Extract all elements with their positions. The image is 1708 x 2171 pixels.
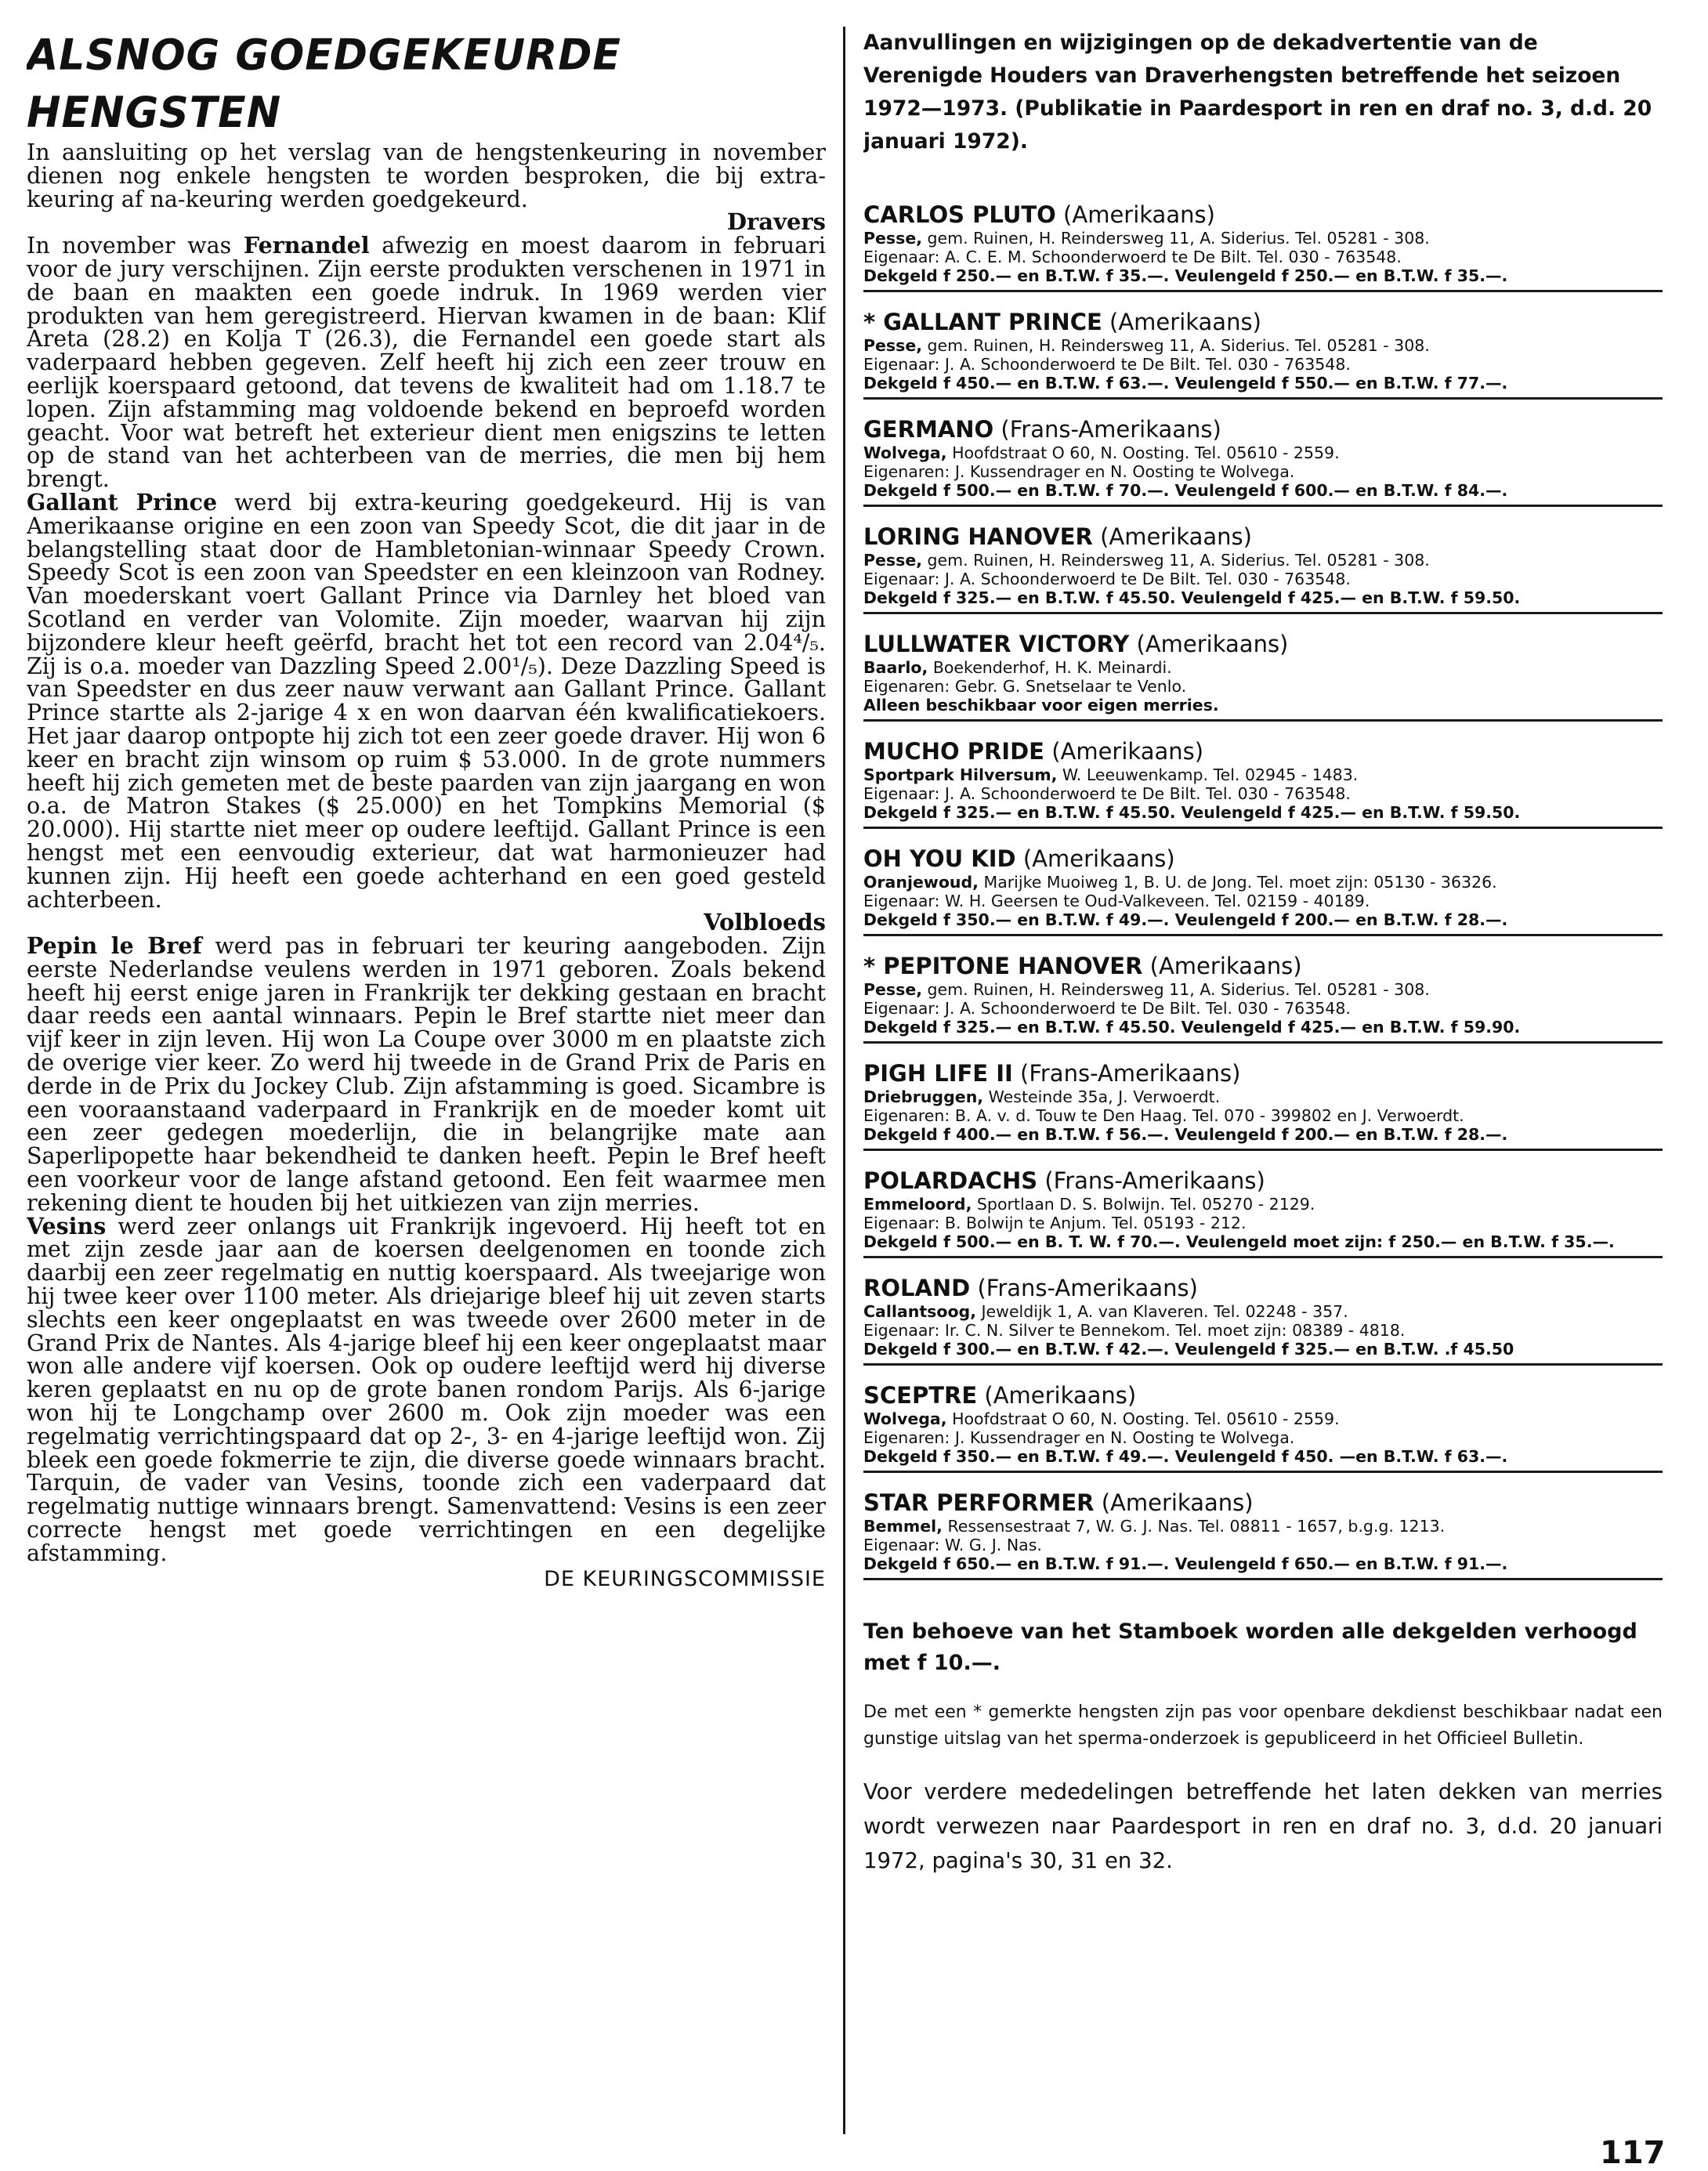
stallion-fees: Dekgeld f 350.— en B.T.W. f 49.—. Veulengeld f 450. —en B.T.W. f 63.—. <box>863 1447 1508 1466</box>
stallion-fees: Dekgeld f 500.— en B.T.W. f 70.—. Veulengeld f 600.— en B.T.W. f 84.—. <box>863 481 1508 500</box>
stallion-fees: Dekgeld f 500.— en B. T. W. f 70.—. Veulengeld moet zijn: f 250.— en B.T.W. f 35.—. <box>863 1232 1615 1251</box>
stallion-name: PIGH LIFE II <box>863 1060 1013 1087</box>
stallion-address: gem. Ruinen, H. Reindersweg 11, A. Siderius. Tel. 05281 - 308. <box>922 551 1430 570</box>
stallion-address: W. Leeuwenkamp. Tel. 02945 - 1483. <box>1057 765 1359 784</box>
stallion-origin: (Amerikaans) <box>1022 845 1175 872</box>
stallion-fees: Dekgeld f 325.— en B.T.W. f 45.50. Veulengeld f 425.— en B.T.W. f 59.50. <box>863 803 1521 822</box>
entry-divider <box>863 397 1663 400</box>
stallion-owner: Eigenaren: Gebr. G. Snetselaar te Venlo. <box>863 677 1187 696</box>
stallion-name: LULLWATER VICTORY <box>863 631 1130 657</box>
article-intro: In aansluiting op het verslag van de hengstenkeuring in november dienen nog enkele hengsten te worden besproken, die bij extra-keuring af na-keuring werden goedgekeurd. <box>27 139 826 212</box>
stallion-place: Pesse, <box>863 229 923 248</box>
stallion-place: Driebruggen, <box>863 1087 984 1106</box>
entry-divider <box>863 612 1663 614</box>
entry-divider <box>863 1578 1663 1580</box>
stallion-location <box>863 1087 1663 1106</box>
stallion-entry <box>863 1167 1663 1258</box>
stallion-name: ROLAND <box>863 1275 971 1301</box>
stallion-location <box>863 229 1663 248</box>
stallion-address: Hoofdstraat O 60, N. Oosting. Tel. 05610 - 2559. <box>946 1409 1340 1428</box>
stallion-heading <box>863 630 1663 658</box>
stallion-fees: Dekgeld f 400.— en B.T.W. f 56.—. Veulengeld f 200.— en B.T.W. f 28.—. <box>863 1125 1508 1144</box>
stallion-heading <box>863 1489 1663 1517</box>
stallion-location <box>863 443 1663 462</box>
article-body <box>27 141 826 1565</box>
stallion-location <box>863 1409 1663 1428</box>
stallion-address: gem. Ruinen, H. Reindersweg 11, A. Siderius. Tel. 05281 - 308. <box>922 336 1430 355</box>
horse-name-gallant-prince: Gallant Prince <box>27 488 218 516</box>
stallion-entry <box>863 737 1663 829</box>
stallion-entry <box>863 1059 1663 1151</box>
stallion-entry <box>863 201 1663 292</box>
stallion-heading <box>863 308 1663 336</box>
page-number: 117 <box>1600 2135 1666 2171</box>
stallion-entry <box>863 1274 1663 1366</box>
stallion-location <box>863 980 1663 999</box>
stallion-fees: Dekgeld f 350.— en B.T.W. f 49.—. Veulengeld f 200.— en B.T.W. f 28.—. <box>863 910 1508 929</box>
stallion-address: Sportlaan D. S. Bolwijn. Tel. 05270 - 2129. <box>972 1195 1315 1214</box>
paragraph-vesins: Vesins werd zeer onlangs uit Frankrijk ingevoerd. Hij heeft tot en met zijn zesde jaar aan de koersen deelgenomen en toonde zich daarbij een zeer regelmatig en nuttig koerspaard. Als tweejarige won hij twee keer over 1100 meter. Als driejarige bleef hij uit zeven starts slechts een keer ongeplaatst en was tweede over 2600 meter in de Grand Prix de Nantes. Als 4-jarige bleef hij een keer ongeplaatst maar won alle andere vijf koersen. Ook op oudere leeftijd werd hij diverse keren geplaatst en nu op de grote banen rondom Parijs. Als 6-jarige won hij te Longchamp over 2600 m. Ook zijn moeder was een regelmatig verrichtingspaard dat op 2-, 3- en 4-jarige leeftijd won. Zij bleek een goede fokmerrie te zijn, die diverse goede winnaars bracht. Tarquin, de vader van Vesins, toonde zich een vaderpaard dat regelmatig nuttige winnaars brengt. Samenvattend: Vesins is een zeer correcte hengst met goede verrichtingen en een degelijke afstamming. <box>27 1212 826 1566</box>
entry-divider <box>863 1041 1663 1044</box>
stallion-origin: (Amerikaans) <box>1100 523 1252 550</box>
stallion-owner: Eigenaar: Ir. C. N. Silver te Bennekom. Tel. moet zijn: 08389 - 4818. <box>863 1321 1406 1340</box>
stallion-location <box>863 765 1663 784</box>
stallion-entry <box>863 415 1663 507</box>
paragraph-fernandel: In november was Fernandel afwezig en moest daarom in februari voor de jury verschijnen. Zijn eerste produkten verschenen in 1971 in de baan en maakten een goede indruk. In 1969 werden vier produkten van hem geregistreerd. Hiervan kwamen in de baan: Klif Areta (28.2) en Kolja T (26.3), die Fernandel een goede start als vaderpaard hebben gegeven. Zelf heeft hij zich een zeer trouw en eerlijk koerspaard getoond, dat tevens de kwaliteit had om 1.18.7 te lopen. Zijn afstamming mag voldoende bekend en beproefd worden geacht. Voor wat betreft het exterieur dient men enigszins te letten op de stand van het achterbeen van de merries, die men bij hem brengt. <box>27 232 826 493</box>
stallion-entry <box>863 952 1663 1044</box>
stallion-owner: Eigenaren: J. Kussendrager en N. Oosting te Wolvega. <box>863 1428 1295 1447</box>
horse-name-pepin-le-bref: Pepin le Bref <box>27 932 202 960</box>
stallion-name: GERMANO <box>863 416 994 443</box>
article-column <box>27 27 826 2134</box>
stallion-owner: Eigenaren: B. A. v. d. Touw te Den Haag. Tel. 070 - 399802 en J. Verwoerdt. <box>863 1106 1464 1125</box>
stallion-location <box>863 873 1663 892</box>
stallion-entry <box>863 1489 1663 1580</box>
stallion-owner: Eigenaar: W. G. J. Nas. <box>863 1536 1042 1554</box>
stallion-name: MUCHO PRIDE <box>863 738 1044 765</box>
stallion-heading <box>863 845 1663 873</box>
entry-divider <box>863 290 1663 292</box>
stallion-origin: (Frans-Amerikaans) <box>1001 416 1221 443</box>
column-divider <box>843 27 845 2134</box>
stallion-address: gem. Ruinen, H. Reindersweg 11, A. Siderius. Tel. 05281 - 308. <box>922 980 1430 999</box>
entry-divider <box>863 934 1663 936</box>
stallion-heading <box>863 1274 1663 1302</box>
stallion-origin: (Amerikaans) <box>1051 738 1204 765</box>
entry-divider <box>863 1363 1663 1366</box>
stallion-heading <box>863 952 1663 980</box>
closing-reference: Voor verdere mededelingen betreffende het laten dekken van merries wordt verwezen naar Paardesport in ren en draf no. 3, d.d. 20 januari 1972, pagina's 30, 31 en 32. <box>863 1779 1663 1873</box>
stallion-name: CARLOS PLUTO <box>863 201 1056 228</box>
stallion-place: Bemmel, <box>863 1517 943 1536</box>
stallion-place: Callantsoog, <box>863 1302 976 1321</box>
stallion-entry <box>863 630 1663 722</box>
stallion-origin: (Amerikaans) <box>1109 309 1261 335</box>
stallion-place: Emmeloord, <box>863 1195 972 1214</box>
stallion-fees: Dekgeld f 300.— en B.T.W. f 42.—. Veulengeld f 325.— en B.T.W. .f 45.50 <box>863 1340 1514 1359</box>
stallion-place: Pesse, <box>863 336 923 355</box>
stallion-location <box>863 551 1663 570</box>
horse-name-fernandel: Fernandel <box>243 232 370 259</box>
stallion-entry <box>863 523 1663 614</box>
stallion-name: STAR PERFORMER <box>863 1489 1095 1516</box>
stallion-heading <box>863 1167 1663 1195</box>
entry-divider <box>863 1149 1663 1151</box>
stallion-origin: (Amerikaans) <box>1149 953 1302 979</box>
stallion-fees: Dekgeld f 250.— en B.T.W. f 35.—. Veulengeld f 250.— en B.T.W. f 35.—. <box>863 266 1508 285</box>
stallion-name: * PEPITONE HANOVER <box>863 953 1143 979</box>
stallion-name: SCEPTRE <box>863 1382 978 1409</box>
stallion-name: OH YOU KID <box>863 845 1016 872</box>
stallion-fees: Alleen beschikbaar voor eigen merries. <box>863 696 1219 715</box>
stallion-place: Wolvega, <box>863 1409 947 1428</box>
paragraph-gallant-prince: Gallant Prince werd bij extra-keuring goedgekeurd. Hij is van Amerikaanse origine en een zoon van Speedy Scot, die dit jaar in de belangstelling staat door de Hambletonian-winnaar Speedy Crown. Speedy Scot is een zoon van Speedster en een kleinzoon van Rodney. Van moederskant voert Gallant Prince via Darnley het bloed van Scotland en verder van Volomite. Zijn moeder, waarvan hij zijn bijzondere kleur heeft geërfd, bracht het tot een record van 2.04⁴/₅. Zij is o.a. moeder van Dazzling Speed 2.00¹/₅). Deze Dazzling Speed is van Speedster en dus zeer nauw verwant aan Gallant Prince. Gallant Prince startte als 2-jarige 4 x en won daarvan één kwalificatiekoers. Het jaar daarop ontpopte hij zich tot een zeer goede draver. Hij won 6 keer en bracht zijn winsom op ruim $ 53.000. In de grote nummers heeft hij zich gemeten met de beste paarden van zijn jaargang en won o.a. de Matron Stakes ($ 25.000) en het Tompkins Memorial ($ 20.000). Hij startte niet meer op oudere leeftijd. Gallant Prince is een hengst met een eenvoudig exterieur, dat wat harmonieuzer had kunnen zijn. Hij heeft een goede achterhand en een goed gesteld achterbeen. <box>27 488 826 913</box>
stallion-heading <box>863 523 1663 551</box>
stallion-owner: Eigenaren: J. Kussendrager en N. Oosting te Wolvega. <box>863 462 1295 481</box>
stallion-heading <box>863 415 1663 443</box>
stallion-place: Pesse, <box>863 551 923 570</box>
stallion-address: Marijke Muoiweg 1, B. U. de Jong. Tel. moet zijn: 05130 - 36326. <box>978 873 1497 892</box>
stallion-location <box>863 336 1663 355</box>
stallion-list-column <box>863 27 1663 2134</box>
stallion-place: Sportpark Hilversum, <box>863 765 1058 784</box>
entry-divider <box>863 505 1663 507</box>
paragraph-pepin-le-bref: Pepin le Bref werd pas in februari ter keuring aangeboden. Zijn eerste Nederlandse veulens werden in 1971 geboren. Zoals bekend heeft hij eerst enige jaren in Frankrijk ter dekking gestaan en bracht daar reeds een aantal winnaars. Pepin le Bref startte niet meer dan vijf keer in zijn leven. Hij won La Coupe over 3000 m en plaatste zich de overige vier keer. Zo werd hij tweede in de Grand Prix de Paris en derde in de Prix du Jockey Club. Zijn afstamming is goed. Sicambre is een vooraanstaand vaderpaard in Frankrijk en de moeder komt uit een zeer gedegen moederlijn, die in belangrijke mate aan Saperlipopette haar bekendheid te danken heeft. Pepin le Bref heeft een voorkeur voor de lange afstand getoond. Een feit waarmee men rekening dient te houden bij het uitkiezen van zijn merries. <box>27 932 826 1216</box>
stallion-address: Jeweldijk 1, A. van Klaveren. Tel. 02248 - 357. <box>976 1302 1348 1321</box>
stallion-entry <box>863 308 1663 400</box>
stallion-address: Boekenderhof, H. K. Meinardi. <box>928 658 1172 677</box>
asterisk-footnote: De met een * gemerkte hengsten zijn pas voor openbare dekdienst beschikbaar nadat een gunstige uitslag van het sperma-onderzoek is gepubliceerd in het Officieel Bulletin. <box>863 1702 1663 1749</box>
stallion-place: Wolvega, <box>863 443 947 462</box>
stallion-fees: Dekgeld f 450.— en B.T.W. f 63.—. Veulengeld f 550.— en B.T.W. f 77.—. <box>863 374 1508 393</box>
article-signature: DE KEURINGSCOMMISSIE <box>544 1566 826 1591</box>
stallion-fees: Dekgeld f 325.— en B.T.W. f 45.50. Veulengeld f 425.— en B.T.W. f 59.50. <box>863 588 1521 607</box>
entry-divider <box>863 827 1663 829</box>
list-intro: Aanvullingen en wijzigingen op de dekadvertentie van de Verenigde Houders van Draverhengsten betreffende het seizoen 1972—1973. (Publikatie in Paardesport in ren en draf no. 3, d.d. 20 januari 1972). <box>863 31 1652 154</box>
stallion-place: Baarlo, <box>863 658 928 677</box>
stallion-location <box>863 658 1663 677</box>
stallion-owner: Eigenaar: J. A. Schoonderwoerd te De Bilt. Tel. 030 - 763548. <box>863 784 1351 803</box>
stallion-place: Pesse, <box>863 980 923 999</box>
stallion-heading <box>863 737 1663 765</box>
stallion-heading <box>863 1059 1663 1087</box>
stallion-owner: Eigenaar: A. C. E. M. Schoonderwoerd te De Bilt. Tel. 030 - 763548. <box>863 248 1402 266</box>
stallion-fees: Dekgeld f 325.— en B.T.W. f 45.50. Veulengeld f 425.— en B.T.W. f 59.90. <box>863 1018 1521 1037</box>
stallion-entry <box>863 845 1663 936</box>
stallion-owner: Eigenaar: W. H. Geersen te Oud-Valkeveen. Tel. 02159 - 40189. <box>863 892 1370 910</box>
stallion-name: POLARDACHS <box>863 1167 1038 1194</box>
stallion-origin: (Amerikaans) <box>1063 201 1215 228</box>
stallion-name: LORING HANOVER <box>863 523 1093 550</box>
stallion-address: Westeinde 35a, J. Verwoerdt. <box>983 1087 1221 1106</box>
stallion-heading <box>863 1381 1663 1409</box>
section-label-volbloeds: Volbloeds <box>704 909 826 936</box>
article-headline: ALSNOG GOEDGEKEURDE HENGSTEN <box>27 31 621 138</box>
stallion-origin: (Frans-Amerikaans) <box>1020 1060 1241 1087</box>
stallion-origin: (Amerikaans) <box>984 1382 1137 1409</box>
stallion-owner: Eigenaar: J. A. Schoonderwoerd te De Bilt. Tel. 030 - 763548. <box>863 999 1351 1018</box>
entry-divider <box>863 1471 1663 1473</box>
stallion-origin: (Amerikaans) <box>1101 1489 1254 1516</box>
stallion-origin: (Frans-Amerikaans) <box>977 1275 1198 1301</box>
stallion-owner: Eigenaar: B. Bolwijn te Anjum. Tel. 05193 - 212. <box>863 1214 1247 1232</box>
stallion-address: Ressensestraat 7, W. G. J. Nas. Tel. 08811 - 1657, b.g.g. 1213. <box>942 1517 1446 1536</box>
stallion-place: Oranjewoud, <box>863 873 979 892</box>
stallion-location <box>863 1195 1663 1214</box>
fee-increase-notice: Ten behoeve van het Stamboek worden alle dekgelden verhoogd met f 10.—. <box>863 1619 1637 1675</box>
stallion-location <box>863 1302 1663 1321</box>
stallion-heading <box>863 201 1663 229</box>
entry-divider <box>863 1256 1663 1258</box>
horse-name-vesins: Vesins <box>27 1212 107 1239</box>
entry-divider <box>863 719 1663 722</box>
stallion-name: * GALLANT PRINCE <box>863 309 1102 335</box>
stallion-address: Hoofdstraat O 60, N. Oosting. Tel. 05610 - 2559. <box>946 443 1340 462</box>
stallion-entry <box>863 1381 1663 1473</box>
stallion-location <box>863 1517 1663 1536</box>
stallion-owner: Eigenaar: J. A. Schoonderwoerd te De Bilt. Tel. 030 - 763548. <box>863 570 1351 588</box>
stallion-address: gem. Ruinen, H. Reindersweg 11, A. Siderius. Tel. 05281 - 308. <box>922 229 1430 248</box>
stallion-owner: Eigenaar: J. A. Schoonderwoerd te De Bilt. Tel. 030 - 763548. <box>863 355 1351 374</box>
stallion-fees: Dekgeld f 650.— en B.T.W. f 91.—. Veulengeld f 650.— en B.T.W. f 91.—. <box>863 1554 1508 1573</box>
section-label-dravers: Dravers <box>726 208 826 236</box>
stallion-entries <box>863 201 1663 1580</box>
stallion-origin: (Frans-Amerikaans) <box>1044 1167 1265 1194</box>
stallion-origin: (Amerikaans) <box>1136 631 1289 657</box>
